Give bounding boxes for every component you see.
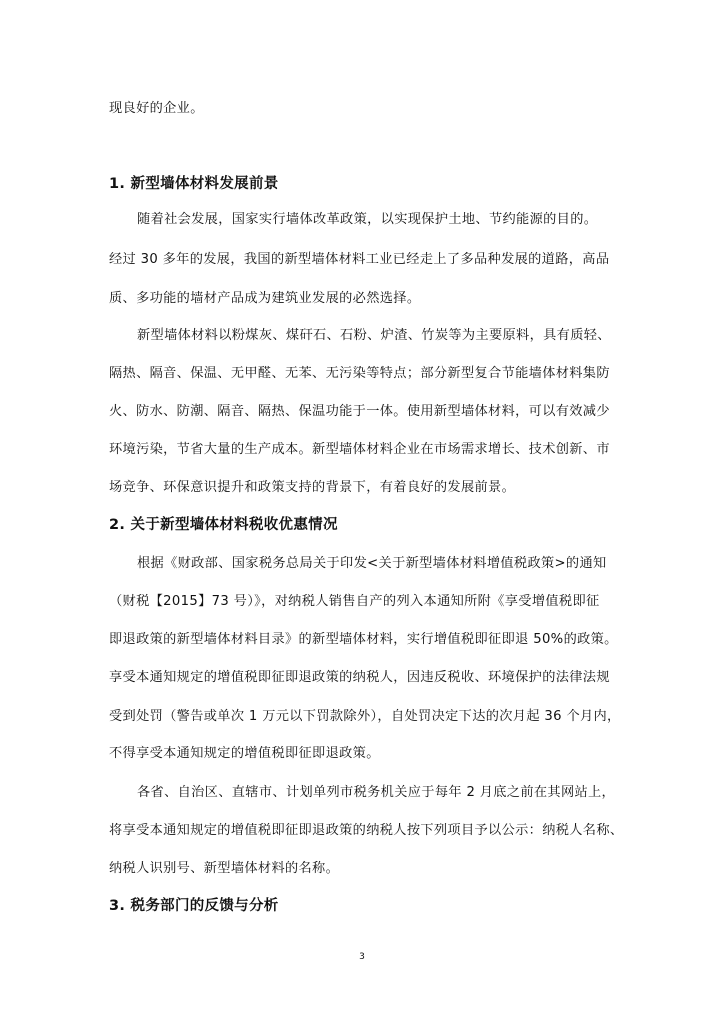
s1-p2-line-4: 环境污染，节省大量的生产成本。新型墙体材料企业在市场需求增长、技术创新、市 xyxy=(109,442,610,457)
s1-p2-line-1: 新型墙体材料以粉煤灰、煤矸石、石粉、炉渣、竹炭等为主要原料，具有质轻、 xyxy=(137,328,611,343)
page-number: 3 xyxy=(359,952,365,962)
s2-p1-line-6: 不得享受本通知规定的增值税即征即退政策。 xyxy=(109,746,380,761)
intro-line: 现良好的企业。 xyxy=(109,101,204,116)
s1-p1-line-3: 质、多功能的墙材产品成为建筑业发展的必然选择。 xyxy=(109,291,421,306)
section-3-heading: 3. 税务部门的反馈与分析 xyxy=(109,898,279,914)
s2-p1-line-4: 享受本通知规定的增值税即征即退政策的纳税人，因违反税收、环境保护的法律法规 xyxy=(109,670,610,685)
s2-p1-line-3: 即退政策的新型墙体材料目录》的新型墙体材料，实行增值税即征即退 50%的政策。 xyxy=(109,632,618,647)
s2-p2-line-2: 将享受本通知规定的增值税即征即退政策的纳税人按下列项目予以公示：纳税人名称、 xyxy=(109,823,624,838)
s1-p1-line-1: 随着社会发展，国家实行墙体改革政策，以实现保护土地、节约能源的目的。 xyxy=(137,212,598,227)
s1-p1-line-2: 经过 30 多年的发展，我国的新型墙体材料工业已经走上了多品种发展的道路，高品 xyxy=(109,252,610,267)
s1-p2-line-5: 场竞争、环保意识提升和政策支持的背景下，有着良好的发展前景。 xyxy=(109,480,516,495)
s2-p1-line-5: 受到处罚（警告或单次 1 万元以下罚款除外），自处罚决定下达的次月起 36 个月内， xyxy=(109,709,621,724)
section-1-heading: 1. 新型墙体材料发展前景 xyxy=(109,176,279,192)
section-2-heading: 2. 关于新型墙体材料税收优惠情况 xyxy=(109,517,338,533)
s2-p1-line-1: 根据《财政部、国家税务总局关于印发<关于新型墙体材料增值税政策>的通知 xyxy=(137,556,607,571)
s1-p2-line-3: 火、防水、防潮、隔音、隔热、保温功能于一体。使用新型墙体材料，可以有效减少 xyxy=(109,404,610,419)
s2-p1-line-2: （财税【2015】73 号）》，对纳税人销售自产的列入本通知所附《享受增值税即征 xyxy=(109,594,600,609)
s2-p2-line-3: 纳税人识别号、新型墙体材料的名称。 xyxy=(109,861,340,876)
s1-p2-line-2: 隔热、隔音、保温、无甲醛、无苯、无污染等特点；部分新型复合节能墙体材料集防 xyxy=(109,366,610,381)
s2-p2-line-1: 各省、自治区、直辖市、计划单列市税务机关应于每年 2 月底之前在其网站上， xyxy=(137,785,616,800)
